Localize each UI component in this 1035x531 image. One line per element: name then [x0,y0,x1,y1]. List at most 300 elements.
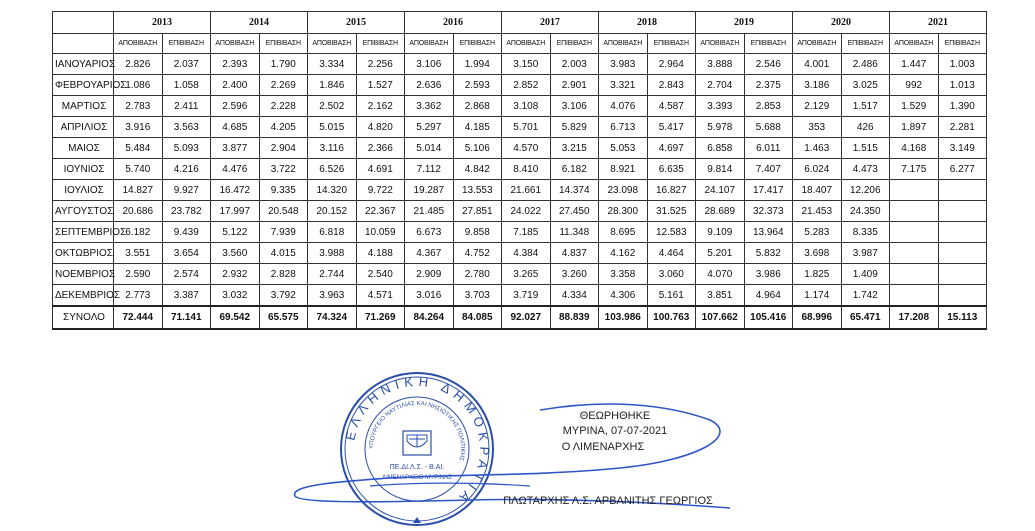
table-cell: 6.024 [793,159,842,180]
table-cell: 5.297 [405,117,454,138]
table-cell: 2.780 [453,264,502,285]
table-cell: 10.059 [356,222,405,243]
total-cell: 103.986 [599,306,648,329]
table-cell: 4.752 [453,243,502,264]
disembarkation-header: ΑΠΟΒΙΒΑΣΗ [308,34,357,54]
table-cell: 14.320 [308,180,357,201]
table-cell: 2.843 [647,75,696,96]
year-header-2016: 2016 [405,12,502,34]
table-row [53,285,987,307]
table-cell [890,201,939,222]
total-cell: 105.416 [744,306,793,329]
table-cell: 20.548 [259,201,308,222]
total-cell: 72.444 [114,306,163,329]
year-header-row [53,12,987,34]
table-cell: 2.744 [308,264,357,285]
table-cell: 2.228 [259,96,308,117]
table-cell: 18.407 [793,180,842,201]
table-cell: 7.185 [502,222,551,243]
table-cell: 8.335 [841,222,890,243]
table-cell: 2.828 [259,264,308,285]
year-header-2021: 2021 [890,12,987,34]
disembarkation-header: ΑΠΟΒΙΒΑΣΗ [599,34,648,54]
table-cell: 5.484 [114,138,163,159]
table-cell: 3.016 [405,285,454,307]
table-cell: 1.897 [890,117,939,138]
month-label: ΙΟΥΛΙΟΣ [53,180,114,201]
table-cell: 5.014 [405,138,454,159]
year-header-2018: 2018 [599,12,696,34]
table-row [53,138,987,159]
table-cell: 9.814 [696,159,745,180]
table-cell: 2.162 [356,96,405,117]
table-cell: 2.540 [356,264,405,285]
table-cell: 5.106 [453,138,502,159]
table-cell [890,180,939,201]
table-cell: 3.851 [696,285,745,307]
table-cell: 2.901 [550,75,599,96]
table-cell: 992 [890,75,939,96]
table-cell: 3.988 [308,243,357,264]
table-cell: 3.963 [308,285,357,307]
table-cell: 16.472 [211,180,260,201]
table-cell: 3.260 [550,264,599,285]
table-cell: 2.773 [114,285,163,307]
table-cell: 4.473 [841,159,890,180]
table-cell: 2.590 [114,264,163,285]
table-cell: 19.287 [405,180,454,201]
table-cell: 3.387 [162,285,211,307]
table-row [53,264,987,285]
total-cell: 71.141 [162,306,211,329]
table-cell: 1.994 [453,54,502,75]
table-cell: 9.335 [259,180,308,201]
table-cell: 17.417 [744,180,793,201]
table-cell: 21.485 [405,201,454,222]
disembarkation-header: ΑΠΟΒΙΒΑΣΗ [793,34,842,54]
table-cell: 2.593 [453,75,502,96]
month-label: ΣΕΠΤΕΜΒΡΙΟΣ [53,222,114,243]
table-cell [890,264,939,285]
table-cell: 2.853 [744,96,793,117]
table-cell: 20.686 [114,201,163,222]
table-cell: 2.400 [211,75,260,96]
total-cell: 92.027 [502,306,551,329]
disembarkation-header: ΑΠΟΒΙΒΑΣΗ [890,34,939,54]
table-cell: 3.551 [114,243,163,264]
table-cell: 4.587 [647,96,696,117]
table-cell: 3.654 [162,243,211,264]
table-row [53,180,987,201]
table-cell: 6.635 [647,159,696,180]
embarkation-header: ΕΠΙΒΙΒΑΣΗ [647,34,696,54]
table-cell: 2.868 [453,96,502,117]
table-cell: 3.916 [114,117,163,138]
table-cell: 3.215 [550,138,599,159]
table-cell [938,264,987,285]
svg-text:ΠΕ.ΔΙ.Λ.Σ. - Β.ΑΙ.: ΠΕ.ΔΙ.Λ.Σ. - Β.ΑΙ. [389,464,445,471]
embarkation-header: ΕΠΙΒΙΒΑΣΗ [841,34,890,54]
table-cell: 2.486 [841,54,890,75]
table-cell: 13.553 [453,180,502,201]
table-cell: 4.306 [599,285,648,307]
table-cell: 5.201 [696,243,745,264]
table-cell: 353 [793,117,842,138]
table-cell: 4.697 [647,138,696,159]
table-cell: 3.563 [162,117,211,138]
month-label: ΔΕΚΕΜΒΡΙΟΣ [53,285,114,307]
table-cell: 3.032 [211,285,260,307]
table-cell: 6.277 [938,159,987,180]
table-cell: 3.986 [744,264,793,285]
table-cell: 4.216 [162,159,211,180]
table-cell: 2.366 [356,138,405,159]
table-cell: 426 [841,117,890,138]
table-cell: 2.704 [696,75,745,96]
embarkation-header: ΕΠΙΒΙΒΑΣΗ [356,34,405,54]
table-cell: 14.827 [114,180,163,201]
month-label: ΜΑΙΟΣ [53,138,114,159]
year-header-2015: 2015 [308,12,405,34]
year-header-2019: 2019 [696,12,793,34]
table-cell: 1.409 [841,264,890,285]
table-cell: 2.964 [647,54,696,75]
table-cell: 5.122 [211,222,260,243]
table-cell: 4.691 [356,159,405,180]
table-cell: 23.098 [599,180,648,201]
total-label: ΣΥΝΟΛΟ [53,306,114,329]
table-row [53,54,987,75]
table-cell: 5.161 [647,285,696,307]
table-cell: 4.476 [211,159,260,180]
table-cell: 22.367 [356,201,405,222]
table-cell: 5.417 [647,117,696,138]
table-cell: 3.149 [938,138,987,159]
table-cell: 3.321 [599,75,648,96]
table-cell: 5.015 [308,117,357,138]
table-cell: 24.107 [696,180,745,201]
table-cell: 3.698 [793,243,842,264]
table-cell: 4.205 [259,117,308,138]
table-cell: 6.858 [696,138,745,159]
table-cell: 2.393 [211,54,260,75]
sub-header-row [53,34,987,54]
total-cell: 84.085 [453,306,502,329]
table-cell: 3.888 [696,54,745,75]
table-cell: 1.825 [793,264,842,285]
table-cell: 5.053 [599,138,648,159]
table-cell: 4.570 [502,138,551,159]
table-cell: 4.837 [550,243,599,264]
table-cell: 5.701 [502,117,551,138]
table-row [53,222,987,243]
table-cell: 6.673 [405,222,454,243]
month-label: ΟΚΤΩΒΡΙΟΣ [53,243,114,264]
month-label: ΜΑΡΤΙΟΣ [53,96,114,117]
table-cell: 1.174 [793,285,842,307]
table-cell: 8.921 [599,159,648,180]
total-cell: 17.208 [890,306,939,329]
table-cell: 4.076 [599,96,648,117]
table-cell: 2.932 [211,264,260,285]
table-cell: 4.015 [259,243,308,264]
table-cell: 2.129 [793,96,842,117]
table-cell: 4.168 [890,138,939,159]
table-cell: 2.852 [502,75,551,96]
embarkation-header: ΕΠΙΒΙΒΑΣΗ [938,34,987,54]
table-cell: 7.407 [744,159,793,180]
table-cell: 4.820 [356,117,405,138]
table-cell: 3.792 [259,285,308,307]
table-cell: 2.636 [405,75,454,96]
total-cell: 84.264 [405,306,454,329]
table-cell: 3.877 [211,138,260,159]
table-cell: 4.334 [550,285,599,307]
table-cell: 20.152 [308,201,357,222]
total-cell: 15.113 [938,306,987,329]
table-cell: 2.281 [938,117,987,138]
table-cell: 3.719 [502,285,551,307]
total-cell: 69.542 [211,306,260,329]
table-cell: 13.964 [744,222,793,243]
table-cell: 11.348 [550,222,599,243]
table-cell: 21.661 [502,180,551,201]
table-row [53,117,987,138]
table-cell [890,243,939,264]
table-cell: 3.265 [502,264,551,285]
table-cell: 12.206 [841,180,890,201]
table-cell: 4.367 [405,243,454,264]
table-cell: 1.003 [938,54,987,75]
table-cell: 1.463 [793,138,842,159]
table-cell: 4.070 [696,264,745,285]
table-cell: 24.022 [502,201,551,222]
table-cell: 16.827 [647,180,696,201]
table-cell: 4.685 [211,117,260,138]
month-label: ΙΟΥΝΙΟΣ [53,159,114,180]
month-label: ΙΑΝΟΥΑΡΙΟΣ [53,54,114,75]
table-cell: 4.162 [599,243,648,264]
table-cell: 7.939 [259,222,308,243]
table-cell: 7.175 [890,159,939,180]
table-cell: 9.858 [453,222,502,243]
table-cell: 2.574 [162,264,211,285]
embarkation-header: ΕΠΙΒΙΒΑΣΗ [162,34,211,54]
table-cell: 3.703 [453,285,502,307]
table-row [53,75,987,96]
table-cell: 3.108 [502,96,551,117]
table-cell: 2.909 [405,264,454,285]
table-cell: 3.362 [405,96,454,117]
total-cell: 68.996 [793,306,842,329]
table-cell: 1.086 [114,75,163,96]
year-header-2014: 2014 [211,12,308,34]
corner-cell [53,12,114,34]
table-cell: 6.713 [599,117,648,138]
table-cell: 4.571 [356,285,405,307]
table-cell: 4.188 [356,243,405,264]
statistics-table [52,11,987,330]
table-cell: 3.060 [647,264,696,285]
disembarkation-header: ΑΠΟΒΙΒΑΣΗ [502,34,551,54]
table-cell: 6.011 [744,138,793,159]
table-cell: 5.093 [162,138,211,159]
table-cell: 1.527 [356,75,405,96]
signature-name: ΠΛΩΤΑΡΧΗΣ Λ.Σ. ΑΡΒΑΝΙΤΗΣ ΓΕΩΡΓΙΟΣ [503,495,713,507]
total-cell: 65.471 [841,306,890,329]
table-cell: 28.300 [599,201,648,222]
table-cell: 17.997 [211,201,260,222]
table-cell: 5.283 [793,222,842,243]
total-cell: 71.269 [356,306,405,329]
table-cell: 6.526 [308,159,357,180]
year-header-2013: 2013 [114,12,211,34]
disembarkation-header: ΑΠΟΒΙΒΑΣΗ [114,34,163,54]
month-label: ΦΕΒΡΟΥΑΡΙΟΣ [53,75,114,96]
table-cell [938,201,987,222]
table-cell [890,222,939,243]
table-cell: 2.003 [550,54,599,75]
table-cell: 23.782 [162,201,211,222]
table-cell: 4.964 [744,285,793,307]
table-cell: 5.688 [744,117,793,138]
table-cell: 3.150 [502,54,551,75]
total-cell: 65.575 [259,306,308,329]
table-cell: 6.182 [550,159,599,180]
table-cell: 1.790 [259,54,308,75]
table-cell: 3.106 [550,96,599,117]
table-cell: 2.826 [114,54,163,75]
svg-text:ΕΛΛΗΝΙΚΗ ΔΗΜΟΚΡΑΤΙΑ: ΕΛΛΗΝΙΚΗ ΔΗΜΟΚΡΑΤΙΑ [342,373,493,509]
embarkation-header: ΕΠΙΒΙΒΑΣΗ [453,34,502,54]
signature-approved-text: ΘΕΩΡΗΘΗΚΕ [579,410,651,422]
table-cell: 21.453 [793,201,842,222]
table-cell: 1.529 [890,96,939,117]
embarkation-header: ΕΠΙΒΙΒΑΣΗ [744,34,793,54]
total-cell: 88.839 [550,306,599,329]
table-cell: 4.185 [453,117,502,138]
signature-place-date: ΜΥΡΙΝΑ, 07-07-2021 [562,425,668,437]
year-header-2017: 2017 [502,12,599,34]
table-cell: 3.334 [308,54,357,75]
table-cell: 1.447 [890,54,939,75]
table-cell: 4.001 [793,54,842,75]
table-cell: 5.832 [744,243,793,264]
table-cell: 1.515 [841,138,890,159]
table-cell: 9.722 [356,180,405,201]
table-cell: 31.525 [647,201,696,222]
table-row [53,243,987,264]
month-label: ΑΥΓΟΥΣΤΟΣ [53,201,114,222]
table-cell [938,222,987,243]
table-cell: 5.978 [696,117,745,138]
table-cell: 5.740 [114,159,163,180]
disembarkation-header: ΑΠΟΒΙΒΑΣΗ [696,34,745,54]
table-cell: 8.695 [599,222,648,243]
table-cell: 32.373 [744,201,793,222]
signature-role: Ο ΛΙΜΕΝΑΡΧΗΣ [561,441,645,453]
table-cell: 2.546 [744,54,793,75]
table-cell: 2.783 [114,96,163,117]
table-cell: 27.851 [453,201,502,222]
table-cell: 24.350 [841,201,890,222]
table-cell: 3.560 [211,243,260,264]
table-cell: 12.583 [647,222,696,243]
table-cell: 1.742 [841,285,890,307]
table-cell: 3.106 [405,54,454,75]
total-cell: 74.324 [308,306,357,329]
disembarkation-header: ΑΠΟΒΙΒΑΣΗ [405,34,454,54]
table-cell: 5.829 [550,117,599,138]
table-cell: 9.439 [162,222,211,243]
year-header-2020: 2020 [793,12,890,34]
table-cell: 3.393 [696,96,745,117]
table-cell: 2.904 [259,138,308,159]
table-row [53,96,987,117]
svg-text:ΛΙΜΕΝΑΡΧΕΙΟ ΜΥΡΙΝΑΣ: ΛΙΜΕΝΑΡΧΕΙΟ ΜΥΡΙΝΑΣ [382,475,452,481]
table-cell: 2.411 [162,96,211,117]
corner-cell-sub [53,34,114,54]
table-cell: 9.109 [696,222,745,243]
table-body [53,54,987,330]
svg-text:ΥΠΟΥΡΓΕΙΟ ΝΑΥΤΙΛΙΑΣ ΚΑΙ ΝΗΣΙΩΤ: ΥΠΟΥΡΓΕΙΟ ΝΑΥΤΙΛΙΑΣ ΚΑΙ ΝΗΣΙΩΤΙΚΗΣ ΠΟΛΙΤΙΚΗΣ [368,400,466,462]
table-cell: 4.464 [647,243,696,264]
table-cell: 1.517 [841,96,890,117]
table-cell: 7.112 [405,159,454,180]
disembarkation-header: ΑΠΟΒΙΒΑΣΗ [211,34,260,54]
table-cell: 1.846 [308,75,357,96]
table-cell: 1.058 [162,75,211,96]
table-cell: 3.983 [599,54,648,75]
table-cell [938,180,987,201]
table-cell [938,285,987,307]
table-row [53,159,987,180]
table-cell: 14.374 [550,180,599,201]
table-cell: 3.722 [259,159,308,180]
table-cell [938,243,987,264]
total-cell: 100.763 [647,306,696,329]
total-row [53,306,987,329]
table-cell: 3.358 [599,264,648,285]
table-cell [890,285,939,307]
month-label: ΑΠΡΙΛΙΟΣ [53,117,114,138]
table-cell: 9.927 [162,180,211,201]
table-row [53,201,987,222]
table-cell: 1.013 [938,75,987,96]
table-cell: 2.502 [308,96,357,117]
table-cell: 28.689 [696,201,745,222]
month-label: ΝΟΕΜΒΡΙΟΣ [53,264,114,285]
table-cell: 2.375 [744,75,793,96]
total-cell: 107.662 [696,306,745,329]
table-cell: 3.186 [793,75,842,96]
table-cell: 3.987 [841,243,890,264]
table-cell: 4.384 [502,243,551,264]
table-cell: 6.182 [114,222,163,243]
table-cell: 2.037 [162,54,211,75]
table-cell: 4.842 [453,159,502,180]
table-cell: 3.116 [308,138,357,159]
table-cell: 27.450 [550,201,599,222]
table-cell: 2.269 [259,75,308,96]
table-cell: 6.818 [308,222,357,243]
table-cell: 1.390 [938,96,987,117]
table-cell: 2.596 [211,96,260,117]
embarkation-header: ΕΠΙΒΙΒΑΣΗ [259,34,308,54]
table-cell: 3.025 [841,75,890,96]
embarkation-header: ΕΠΙΒΙΒΑΣΗ [550,34,599,54]
table-cell: 2.256 [356,54,405,75]
